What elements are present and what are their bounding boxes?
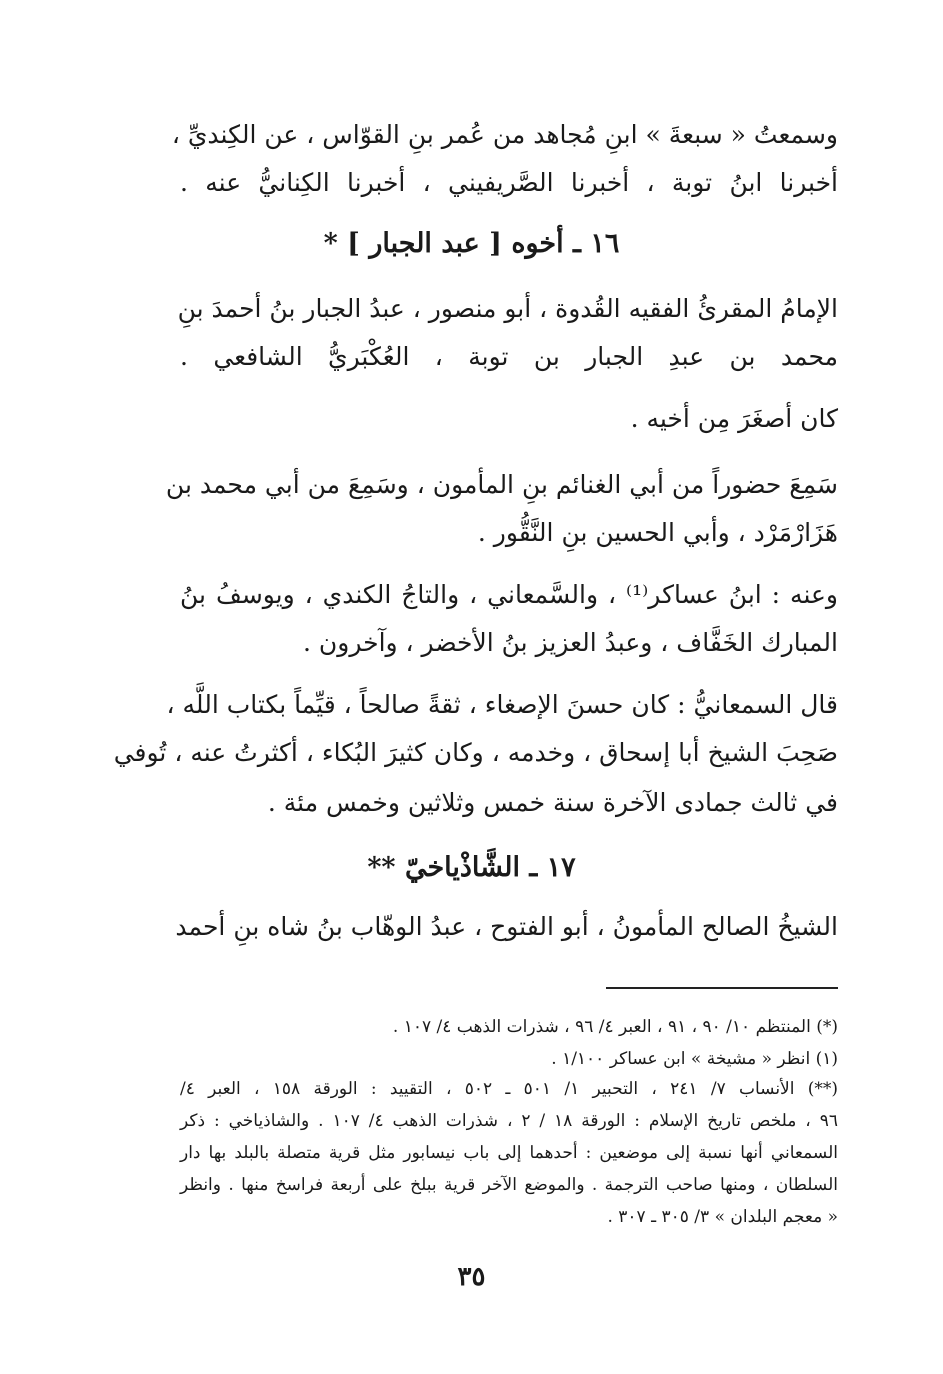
footnote-1: (*) المنتظم ١٠/ ٩٠ ، ٩١ ، العبر ٤/ ٩٦ ، شذرات الذهب ٤/ ١٠٧ . xyxy=(392,1017,838,1037)
footnote-3-line-3: السمعاني أنها نسبة إلى موضعين : أحدهما إلى باب نيسابور مثل قرية متصلة بالبلد بها دار xyxy=(180,1143,838,1163)
paragraph-6-line-1: قال السمعانيُّ : كان حسنَ الإصغاء ، ثقةً صالحاً ، قيِّماً بكتاب اللَّه ، xyxy=(166,690,838,719)
footnote-3-line-5: « معجم البلدان » ٣/ ٣٠٥ ـ ٣٠٧ . xyxy=(607,1207,838,1227)
footnote-2: (١) انظر « مشيخة » ابن عساكر ١/١٠٠ . xyxy=(551,1049,838,1069)
paragraph-4-line-1: سَمِعَ حضوراً من أبي الغنائم بنِ المأمون ، وسَمِعَ من أبي محمد بن xyxy=(165,470,838,499)
paragraph-7-line-1: الشيخُ الصالح المأمونُ ، أبو الفتوح ، عبدُ الوهّاب بنُ شاه بنِ أحمد xyxy=(175,912,838,941)
footnote-separator xyxy=(606,987,838,989)
paragraph-1-line-2: أخبرنا ابنُ توبة ، أخبرنا الصَّريفيني ، أخبرنا الكِنانيُّ عنه . xyxy=(180,168,838,197)
entry-heading-17: ١٧ ـ الشَّاذْياخيّ ** xyxy=(367,852,576,883)
entry-heading-16: ١٦ ـ أخوه [ عبد الجبار ] * xyxy=(323,228,620,259)
page-number: ٣٥ xyxy=(457,1262,486,1292)
paragraph-6-line-3: في ثالث جمادى الآخرة سنة خمس وثلاثين وخمس مئة . xyxy=(267,788,838,817)
paragraph-5-line-1: وعنه : ابنُ عساكر⁽¹⁾ ، والسَّمعاني ، والتاجُ الكندي ، ويوسفُ بنُ xyxy=(180,580,838,609)
footnote-3-line-4: السلطان ، ومنها صاحب الترجمة . والموضع الآخر قرية ببلخ على أربعة فراسخ منها . وانظر xyxy=(180,1175,838,1195)
footnote-3-line-1: (**) الأنساب ٧/ ٢٤١ ، التحبير ١/ ٥٠١ ـ ٥٠٢ ، التقييد : الورقة ١٥٨ ، العبر ٤/ xyxy=(180,1079,839,1099)
paragraph-5-line-2: المبارك الخَفَّاف ، وعبدُ العزيز بنُ الأخضر ، وآخرون . xyxy=(303,628,838,657)
paragraph-6-line-2: صَحِبَ الشيخ أبا إسحاق ، وخدمه ، وكان كثيرَ البُكاء ، أكثرتُ عنه ، تُوفي xyxy=(113,738,838,767)
paragraph-4-line-2: هَزَارْمَرْد ، وأبي الحسين بنِ النَّقُّور . xyxy=(477,518,838,547)
paragraph-2-line-2: محمد بن عبدِ الجبار بن توبة ، العُكْبَريُّ الشافعي . xyxy=(180,342,838,371)
paragraph-2-line-1: الإمامُ المقرئُ الفقيه القُدوة ، أبو منصور ، عبدُ الجبار بنُ أحمدَ بنِ xyxy=(177,294,838,323)
paragraph-1-line-1: وسمعتُ « سبعةَ » ابنِ مُجاهد من عُمر بنِ القوّاس ، عن الكِنديِّ ، xyxy=(171,120,838,149)
paragraph-3-line-1: كان أصغَرَ مِن أخيه . xyxy=(630,404,838,433)
footnote-3-line-2: ٩٦ ، ملخص تاريخ الإسلام : الورقة ١٨ / ٢ ، شذرات الذهب ٤/ ١٠٧ . والشاذياخي : ذكر xyxy=(180,1111,838,1131)
